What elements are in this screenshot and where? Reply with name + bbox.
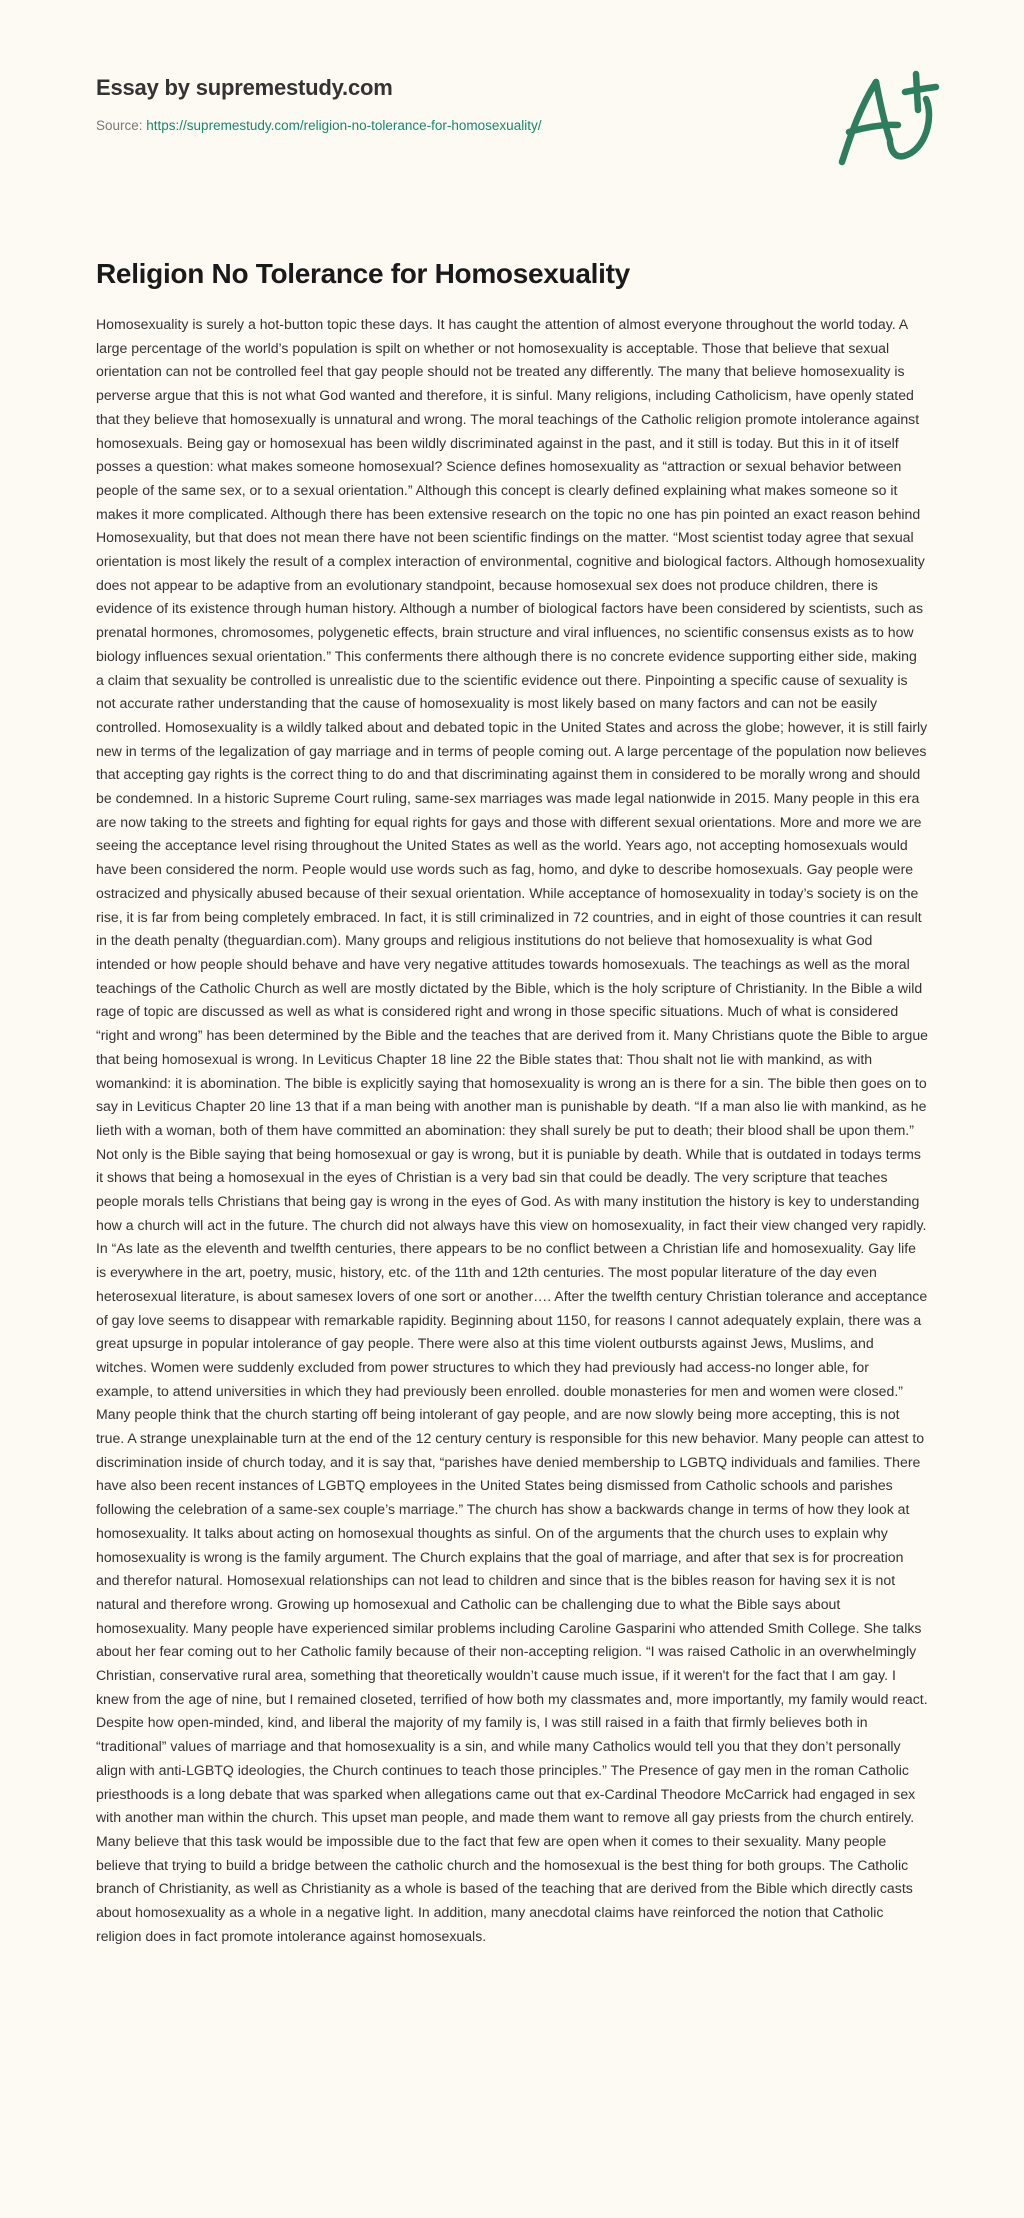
essay-header: [96, 72, 796, 136]
site-title: Essay by supremestudy.com: [96, 75, 393, 100]
source-label: Source:: [96, 118, 147, 133]
source-link[interactable]: https://supremestudy.com/religion-no-tolerance-for-homosexuality/: [146, 118, 542, 133]
source-line: [96, 116, 796, 136]
article-title: Religion No Tolerance for Homosexuality: [96, 258, 630, 289]
a-plus-grade-icon: [818, 62, 953, 172]
article-body: Homosexuality is surely a hot-button topic these days. It has caught the attention of almost everyone throughout the world today. A large percentage of the world’s population is spilt on whether or not homosexuality is acceptable. Those that believe that sexual orientation can not be controlled feel that gay people should not be treated any differently. The many that believe homosexuality is perverse argue that this is not what God wanted and therefore, it is sinful. Many religions, including Catholicism, have openly stated that they believe that homosexually is unnatural and wrong. The moral teachings of the Catholic religion promote intolerance against homosexuals. Being gay or homosexual has been wildly discriminated against in the past, and it still is today. But this in it of itself posses a question: what makes someone homosexual? Science defines homosexuality as “attraction or sexual behavior between people of the same sex, or to a sexual orientation.” Although this concept is clearly defined explaining what makes someone so it makes it more complicated. Although there has been extensive research on the topic no one has pin pointed an exact reason behind Homosexuality, but that does not mean there have not been scientific findings on the matter. “Most scientist today agree that sexual orientation is most likely the result of a complex interaction of environmental, cognitive and biological factors. Although homosexuality does not appear to be adaptive from an evolutionary standpoint, because homosexual sex does not produce children, there is evidence of its existence through human history. Although a number of biological factors have been considered by scientists, such as prenatal hormones, chromosomes, polygenetic effects, brain structure and viral influences, no scientific consensus exists as to how biology influences sexual orientation.” This conferments there although there is no concrete evidence supporting either side, making a claim that sexuality be controlled is unrealistic due to the scientific evidence out there. Pinpointing a specific cause of sexuality is not accurate rather understanding that the cause of homosexuality is most likely based on many factors and can not be easily controlled. Homosexuality is a wildly talked about and debated topic in the United States and across the globe; however, it is still fairly new in terms of the legalization of gay marriage and in terms of people coming out. A large percentage of the population now believes that accepting gay rights is the correct thing to do and that discriminating against them in considered to be morally wrong and should be condemned. In a historic Supreme Court ruling, same-sex marriages was made legal nationwide in 2015. Many people in this era are now taking to the streets and fighting for equal rights for gays and those with different sexual orientations. More and more we are seeing the acceptance level rising throughout the United States as well as the world. Years ago, not accepting homosexuals would have been considered the norm. People would use words such as fag, homo, and dyke to describe homosexuals. Gay people were ostracized and physically abused because of their sexual orientation. While acceptance of homosexuality in today’s society is on the rise, it is far from being completely embraced. In fact, it is still criminalized in 72 countries, and in eight of those countries it can result in the death penalty (theguardian.com). Many groups and religious institutions do not believe that homosexuality is what God intended or how people should behave and have very negative attitudes towards homosexuals. The teachings as well as the moral teachings of the Catholic Church as well are mostly dictated by the Bible, which is the holy scripture of Christianity. In the Bible a wild rage of topic are discussed as well as what is considered right and wrong in those specific situations. Much of what is considered “right and wrong” has been determined by the Bible and the teaches that are derived from it. Many Christians quote the Bible to argue that being homosexual is wrong. In Leviticus Chapter 18 line 22 the Bible states that: Thou shalt not lie with mankind, as with womankind: it is abomination. The bible is explicitly saying that homosexuality is wrong an is there for a sin. The bible then goes on to say in Leviticus Chapter 20 line 13 that if a man being with another man is punishable by death. “If a man also lie with mankind, as he lieth with a woman, both of them have committed an abomination: they shall surely be put to death; their blood shall be upon them.” Not only is the Bible saying that being homosexual or gay is wrong, but it is puniable by death. While that is outdated in todays terms it shows that being a homosexual in the eyes of Christian is a very bad sin that could be deadly. The very scripture that teaches people morals tells Christians that being gay is wrong in the eyes of God. As with many institution the history is key to understanding how a church will act in the future. The church did not always have this view on homosexuality, in fact their view changed very rapidly. In “As late as the eleventh and twelfth centuries, there appears to be no conflict between a Christian life and homosexuality. Gay life is everywhere in the art, poetry, music, history, etc. of the 11th and 12th centuries. The most popular literature of the day even heterosexual literature, is about samesex lovers of one sort or another…. After the twelfth century Christian tolerance and acceptance of gay love seems to disappear with remarkable rapidity. Beginning about 1150, for reasons I cannot adequately explain, there was a great upsurge in popular intolerance of gay people. There were also at this time violent outbursts against Jews, Muslims, and witches. Women were suddenly excluded from power structures to which they had previously had access-no longer able, for example, to attend universities in which they had previously been enrolled. double monasteries for men and women were closed.” Many people think that the church starting off being intolerant of gay people, and are now slowly being more accepting, this is not true. A strange unexplainable turn at the end of the 12 century century is responsible for this new behavior. Many people can attest to discrimination inside of church today, and it is say that, “parishes have denied membership to LGBTQ individuals and families. There have also been recent instances of LGBTQ employees in the United States being dismissed from Catholic schools and parishes following the celebration of a same-sex couple’s marriage.” The church has show a backwards change in terms of how they look at homosexuality. It talks about acting on homosexual thoughts as sinful. On of the arguments that the church uses to explain why homosexuality is wrong is the family argument. The Church explains that the goal of marriage, and after that sex is for procreation and therefor natural. Homosexual relationships can not lead to children and since that is the bibles reason for having sex it is not natural and therefore wrong. Growing up homosexual and Catholic can be challenging due to what the Bible says about homosexuality. Many people have experienced similar problems including Caroline Gasparini who attended Smith College. She talks about her fear coming out to her Catholic family because of their non-accepting religion. “I was raised Catholic in an overwhelmingly Christian, conservative rural area, something that theoretically wouldn’t cause much issue, if it weren't for the fact that I am gay. I knew from the age of nine, but I remained closeted, terrified of how both my classmates and, more importantly, my family would react. Despite how open-minded, kind, and liberal the majority of my family is, I was still raised in a faith that firmly believes both in “traditional” values of marriage and that homosexuality is a sin, and while many Catholics would tell you that they don’t personally align with anti-LGBTQ ideologies, the Church continues to teach those principles.” The Presence of gay men in the roman Catholic priesthoods is a long debate that was sparked when allegations came out that ex-Cardinal Theodore McCarrick had engaged in sex with another man within the church. This upset man people, and made them want to remove all gay priests from the church entirely. Many believe that this task would be impossible due to the fact that few are open when it comes to their sexuality. Many people believe that trying to build a bridge between the catholic church and the homosexual is the best thing for both groups. The Catholic branch of Christianity, as well as Christianity as a whole is based of the teaching that are derived from the Bible which directly casts about homosexuality as a whole in a negative light. In addition, many anecdotal claims have reinforced the notion that Catholic religion does in fact promote intolerance against homosexuals.: [96, 316, 929, 1944]
